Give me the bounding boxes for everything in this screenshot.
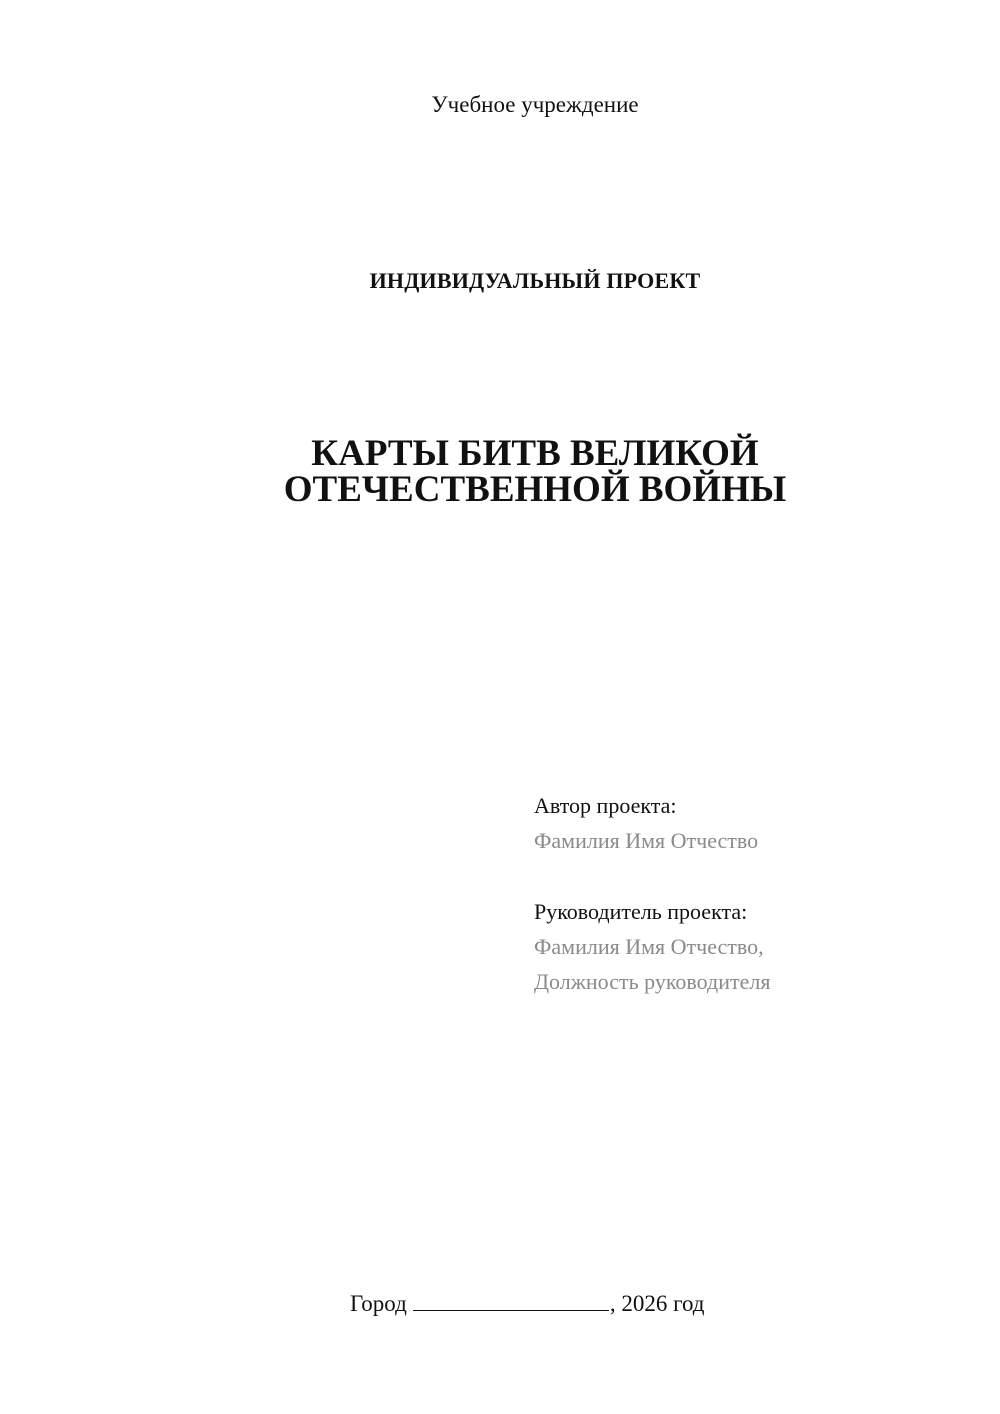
project-title-line-2: ОТЕЧЕСТВЕННОЙ ВОЙНЫ (283, 469, 787, 510)
project-info-block (534, 788, 954, 999)
author-label: Автор проекта: (534, 793, 677, 818)
info-spacer (534, 858, 954, 894)
supervisor-position: Должность руководителя (534, 969, 771, 994)
institution-name: Учебное учреждение (431, 92, 639, 117)
author-name: Фамилия Имя Отчество (534, 828, 759, 853)
supervisor-name: Фамилия Имя Отчество, (534, 934, 764, 959)
city-year-line (350, 1290, 704, 1318)
project-title (0, 433, 1000, 510)
supervisor-label: Руководитель проекта: (534, 899, 748, 924)
year-text: , 2026 год (609, 1291, 705, 1316)
project-title-line-1: КАРТЫ БИТВ ВЕЛИКОЙ (311, 433, 759, 474)
city-blank-line (413, 1290, 609, 1311)
city-label: Город (350, 1291, 407, 1316)
document-type: ИНДИВИДУАЛЬНЫЙ ПРОЕКТ (369, 268, 701, 293)
